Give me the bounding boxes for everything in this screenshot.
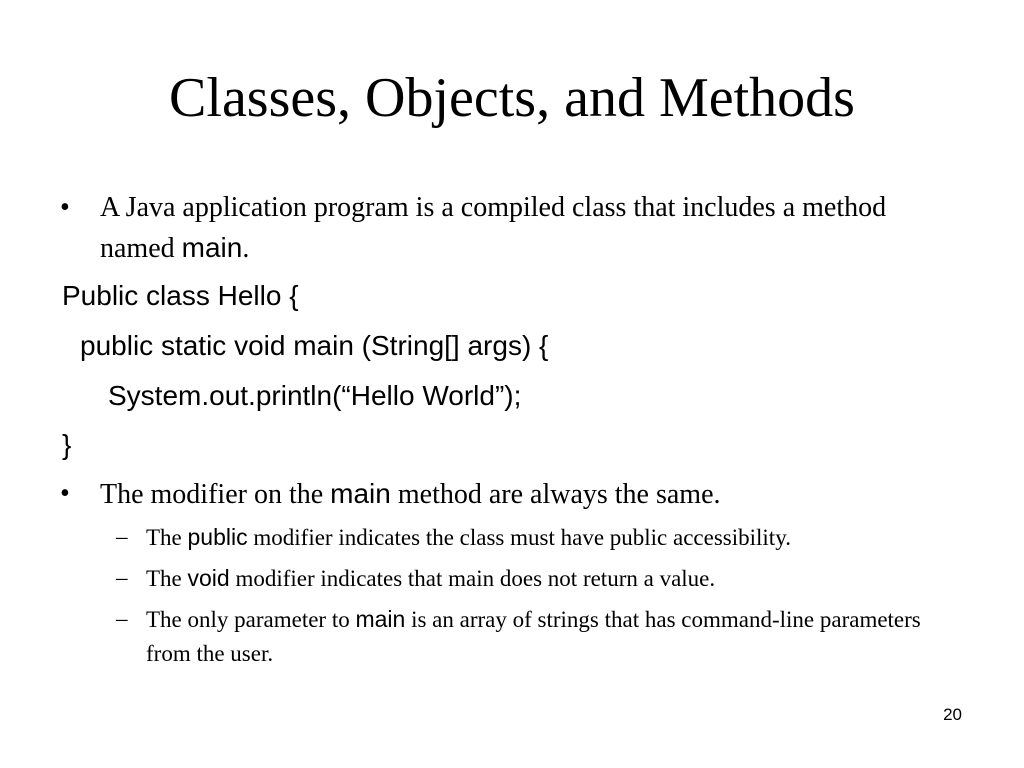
bullet-item bbox=[60, 474, 960, 515]
bullet-text-after: method are always the same. bbox=[390, 479, 721, 510]
code-line: System.out.println(“Hello World”); bbox=[108, 380, 522, 411]
code-keyword: public bbox=[187, 524, 248, 550]
code-keyword: main bbox=[181, 232, 243, 263]
bullet-text-after: . bbox=[242, 233, 250, 264]
code-keyword: main bbox=[355, 606, 406, 632]
bullet-marker: • bbox=[60, 192, 70, 223]
code-line: public static void main (String[] args) { bbox=[80, 330, 549, 361]
sub-bullet-text bbox=[146, 602, 946, 671]
sub-bullet-text-after: modifier indicates that main does not return a value. bbox=[229, 566, 716, 591]
bullet-text bbox=[100, 188, 960, 269]
sub-bullet-item bbox=[116, 520, 946, 555]
sub-bullet-text-before: The bbox=[146, 566, 188, 591]
slide-title: Classes, Objects, and Methods bbox=[169, 67, 855, 129]
code-line: } bbox=[62, 429, 72, 460]
bullet-text-before: A Java application program is a compiled class that includes a method named bbox=[100, 192, 887, 264]
slide-number: 20 bbox=[943, 705, 962, 724]
code-keyword: main bbox=[330, 478, 391, 509]
sub-bullet-text-after: is an array of strings that has command-line parameters from the user. bbox=[146, 607, 921, 666]
bullet-text bbox=[100, 474, 960, 515]
sub-bullet-text-before: The bbox=[146, 525, 188, 550]
sub-bullet-item bbox=[116, 561, 946, 596]
sub-bullet-text bbox=[146, 520, 946, 555]
sub-bullet-text-before: The only parameter to bbox=[146, 607, 356, 632]
bullet-item bbox=[60, 188, 960, 269]
bullet-marker: • bbox=[60, 478, 70, 509]
sub-bullet-text-after: modifier indicates the class must have public accessibility. bbox=[247, 525, 791, 550]
code-line: Public class Hello { bbox=[62, 280, 299, 311]
dash-marker: – bbox=[116, 524, 128, 549]
sub-bullet-text bbox=[146, 561, 946, 596]
dash-marker: – bbox=[116, 606, 128, 631]
bullet-text-before: The modifier on the bbox=[100, 479, 331, 510]
sub-bullet-item bbox=[116, 602, 946, 671]
code-keyword: void bbox=[187, 565, 230, 591]
dash-marker: – bbox=[116, 565, 128, 590]
